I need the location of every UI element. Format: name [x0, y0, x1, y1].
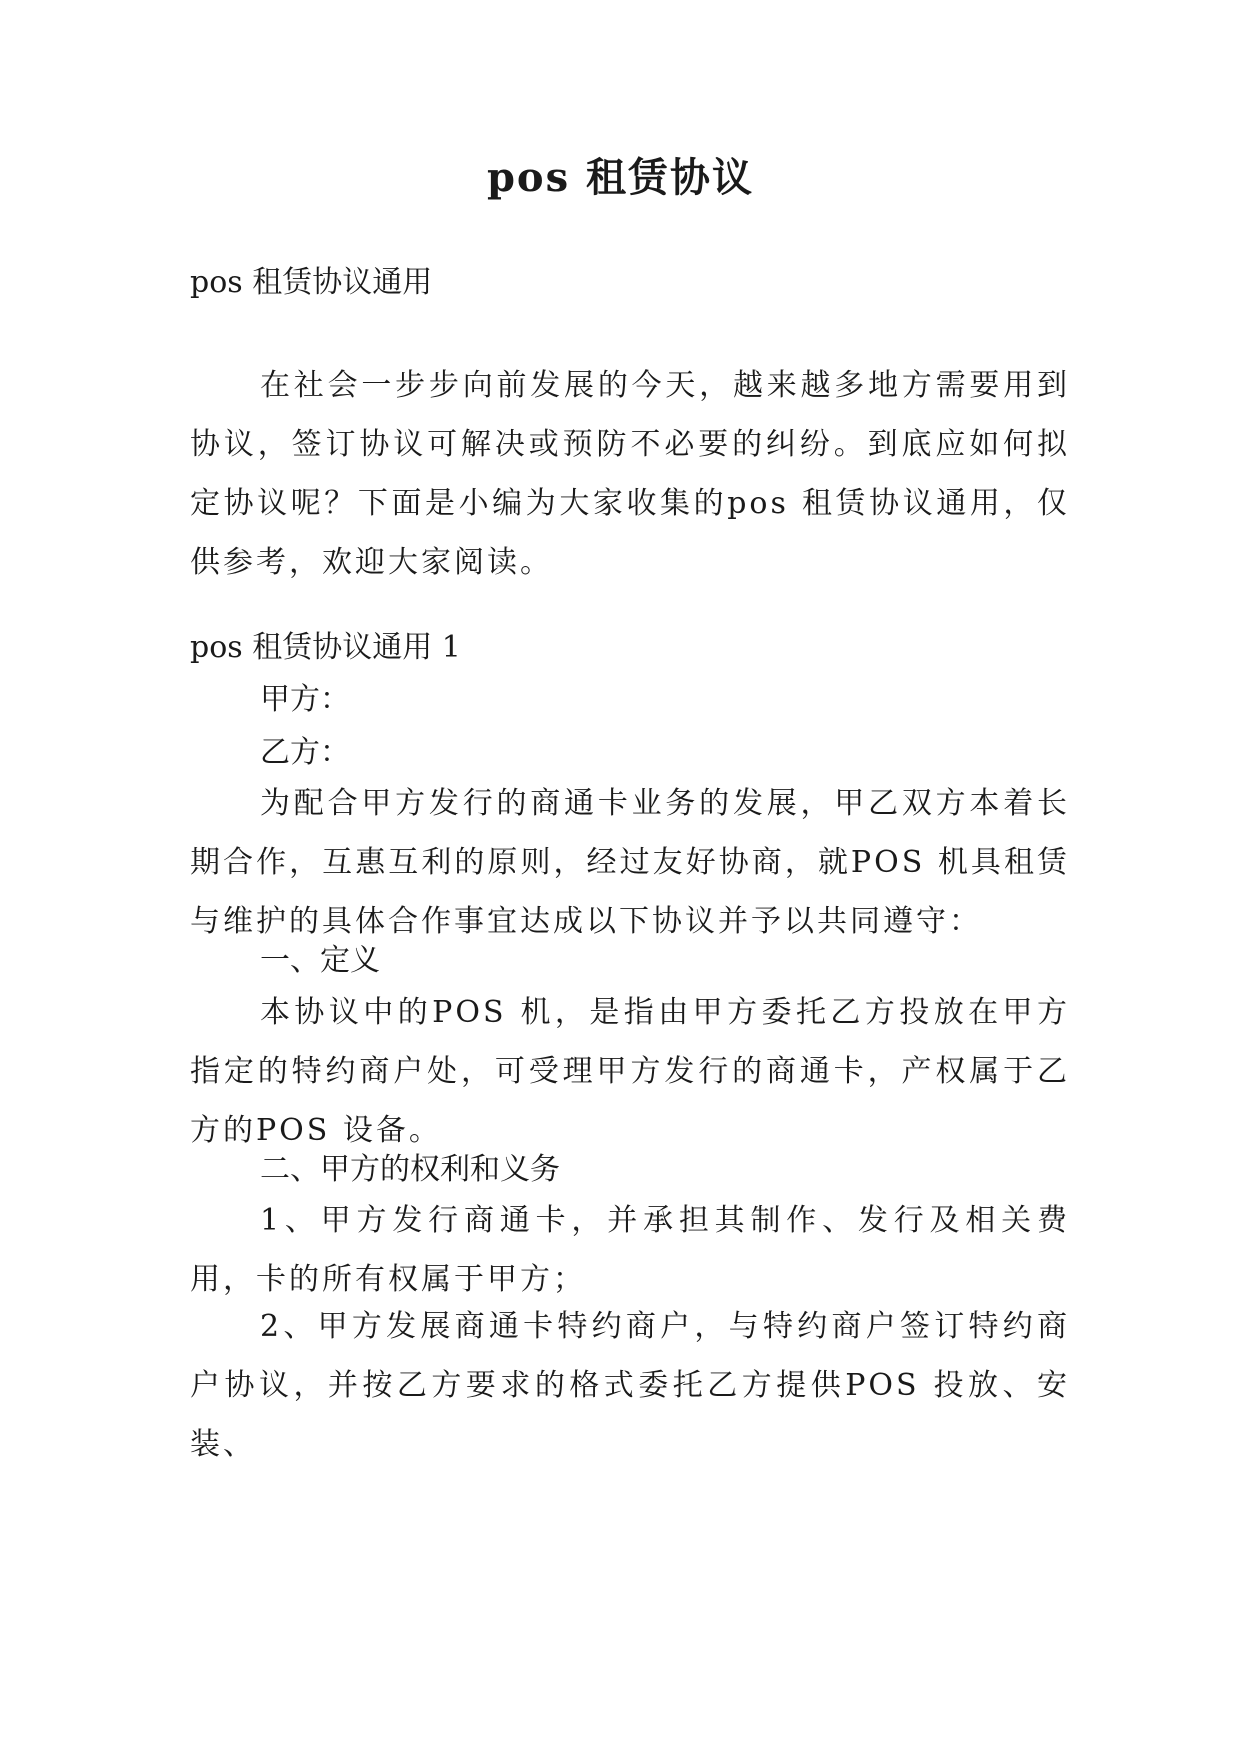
clause-1-body: 本协议中的POS 机，是指由甲方委托乙方投放在甲方指定的特约商户处，可受理甲方发行的商通卡，产权属于乙方的POS 设备。 — [190, 995, 1070, 1148]
clause-2-item-2: 2、甲方发展商通卡特约商户，与特约商户签订特约商户协议，并按乙方要求的格式委托乙方提供POS 投放、安装、 — [190, 1309, 1070, 1462]
document-title: pos 租赁协议 — [486, 154, 755, 201]
intro-paragraph: 在社会一步步向前发展的今天，越来越多地方需要用到协议，签订协议可解决或预防不必要的纠纷。到底应如何拟定协议呢？下面是小编为大家收集的pos 租赁协议通用，仅供参考，欢迎大家阅读。 — [190, 368, 1070, 580]
document-subtitle: pos 租赁协议通用 — [190, 265, 433, 300]
clause-2-heading: 二、甲方的权利和义务 — [260, 1152, 560, 1187]
preamble-paragraph: 为配合甲方发行的商通卡业务的发展，甲乙双方本着长期合作，互惠互利的原则，经过友好协商，就POS 机具租赁与维护的具体合作事宜达成以下协议并予以共同遵守： — [190, 786, 1070, 939]
clause-2-item-1: 1、甲方发行商通卡，并承担其制作、发行及相关费用，卡的所有权属于甲方； — [190, 1203, 1070, 1297]
party-a-label: 甲方： — [260, 682, 350, 717]
clause-1-heading: 一、定义 — [260, 943, 380, 978]
party-b-label: 乙方： — [260, 735, 350, 770]
section-heading: pos 租赁协议通用 1 — [190, 630, 461, 665]
